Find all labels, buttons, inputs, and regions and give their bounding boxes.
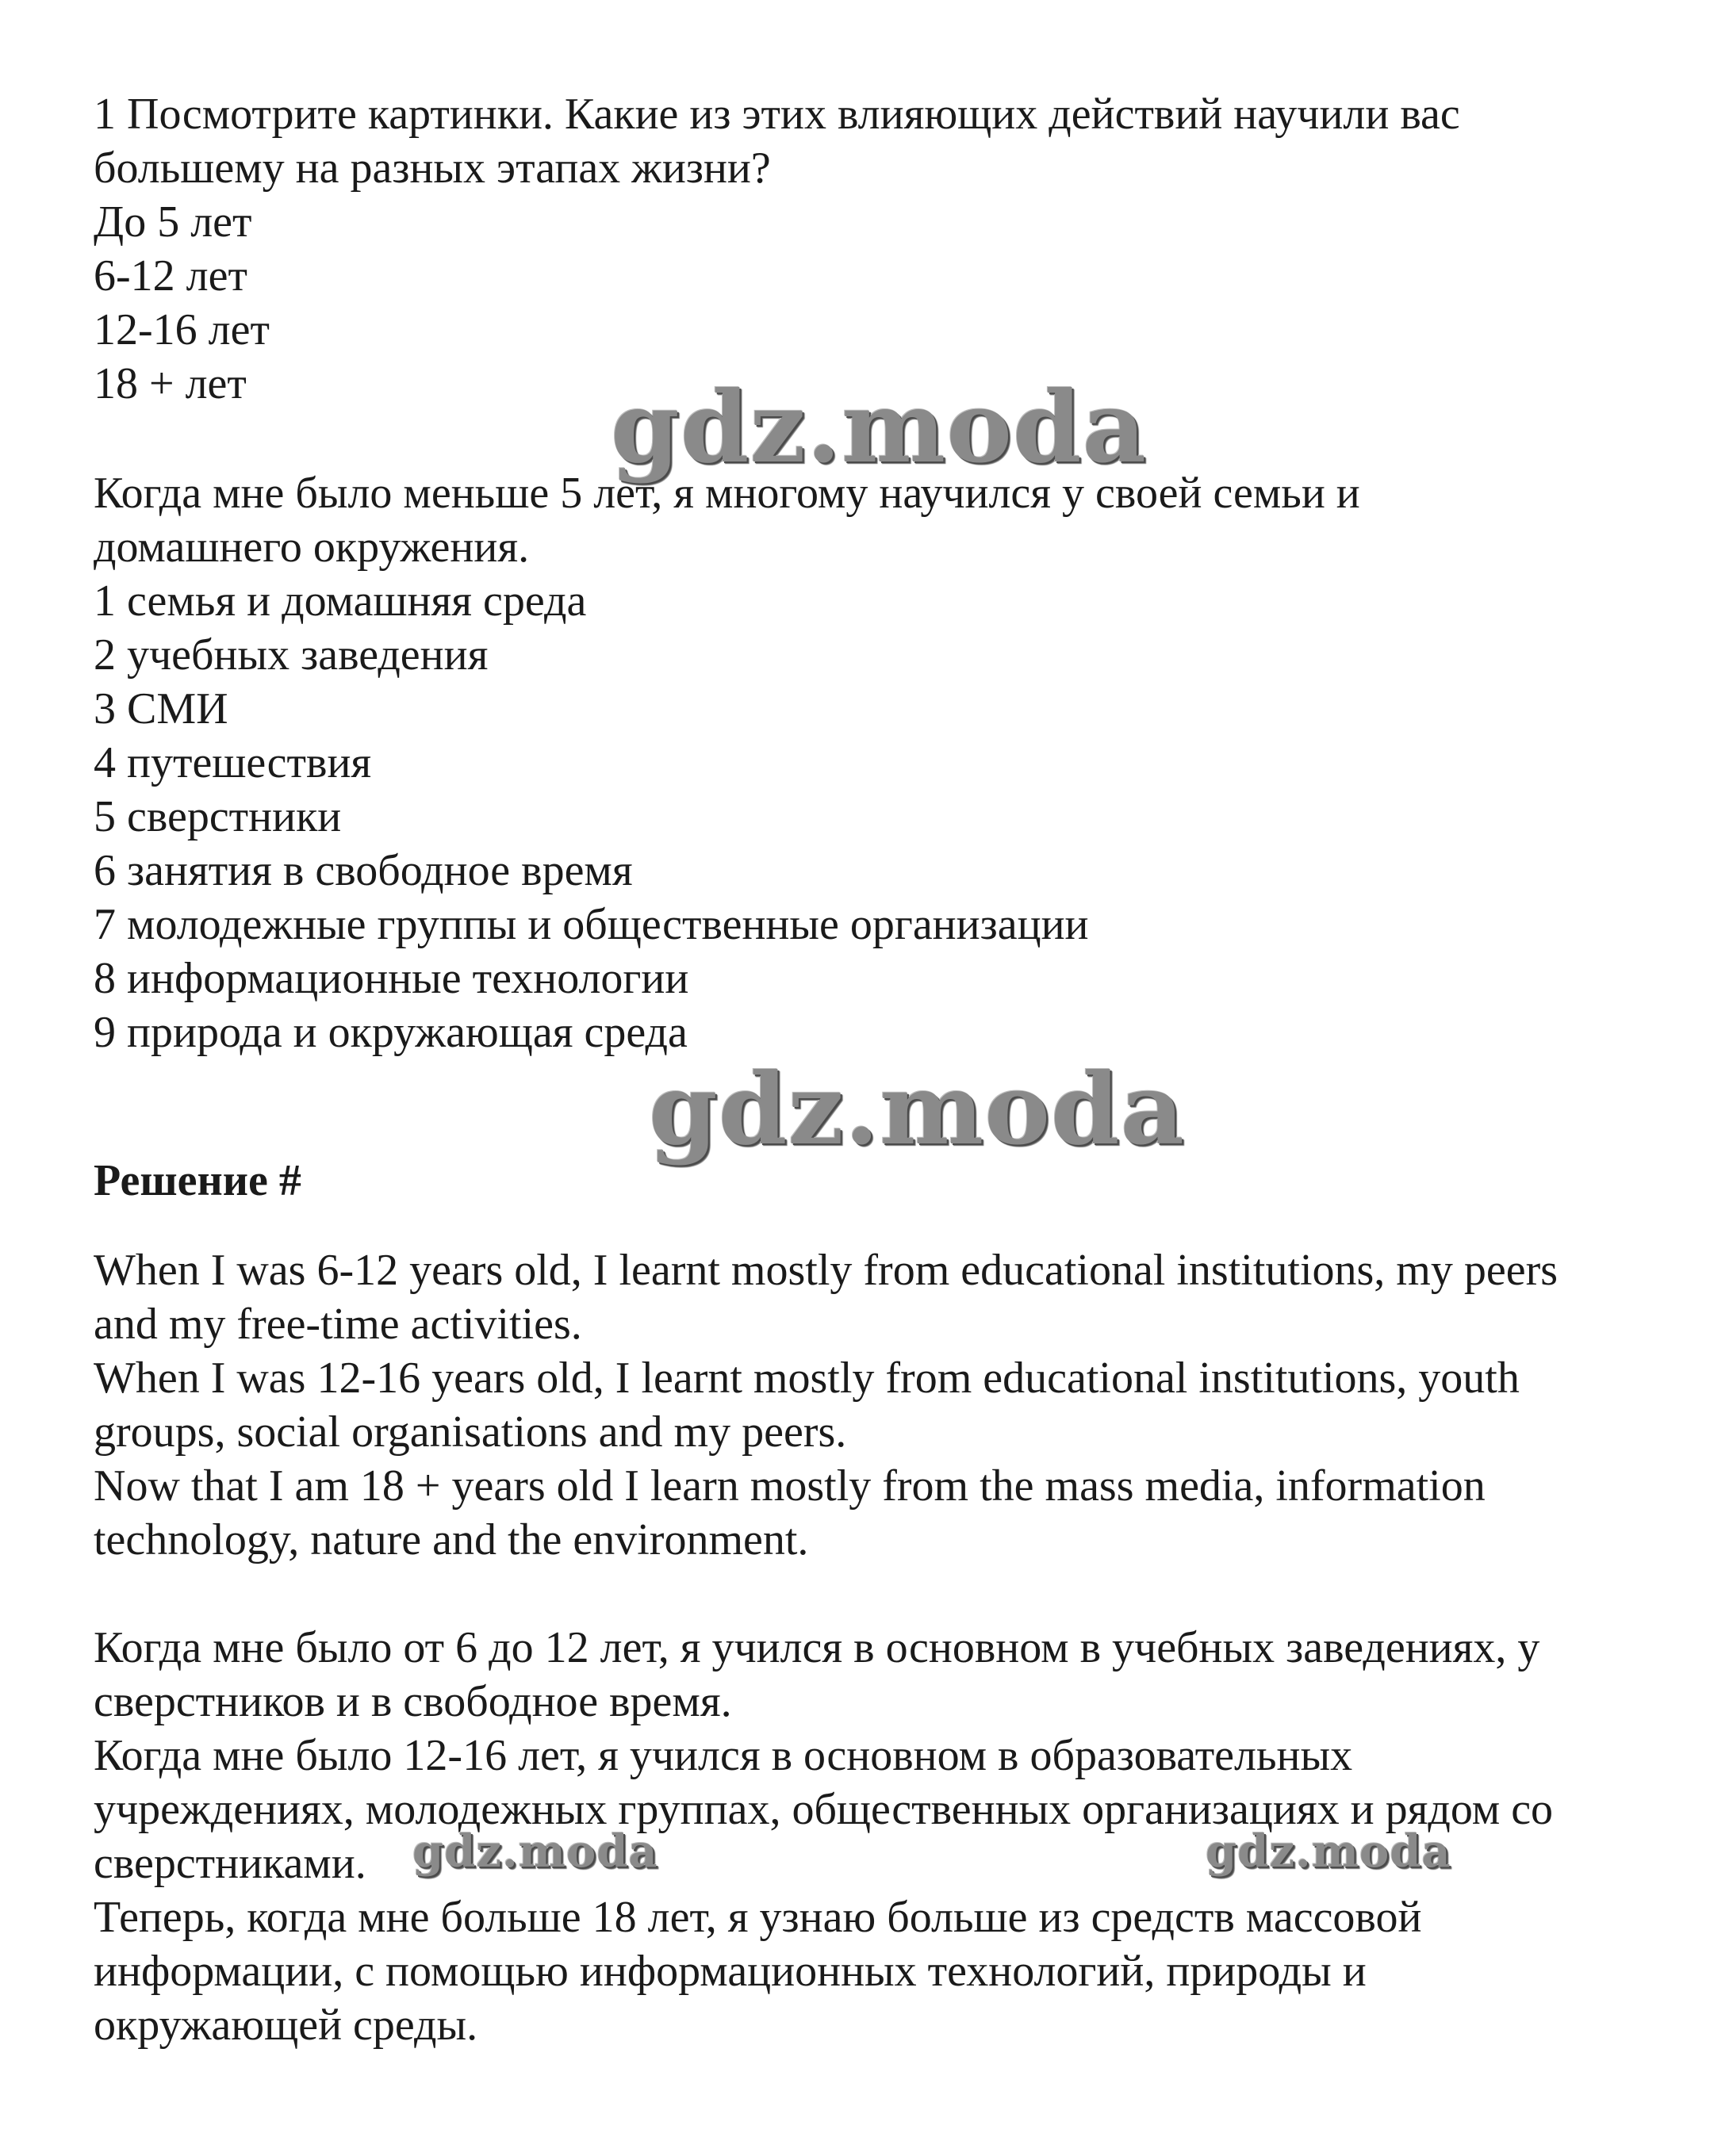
- question-line-1: 1 Посмотрите картинки. Какие из этих влияющих действий научили вас: [94, 90, 1460, 139]
- russian-answer-line: Когда мне было 12-16 лет, я учился в основном в образовательных: [94, 1731, 1353, 1780]
- influence-list-item: 1 семья и домашняя среда: [94, 576, 587, 626]
- english-answer-line: groups, social organisations and my peers.: [94, 1407, 847, 1457]
- watermark-logo: gdz.moda: [412, 1825, 658, 1878]
- age-range-item: 6-12 лет: [94, 251, 247, 301]
- russian-answer-line: Когда мне было от 6 до 12 лет, я учился в основном в учебных заведениях, у: [94, 1623, 1540, 1672]
- english-answer-line: and my free-time activities.: [94, 1300, 582, 1349]
- influence-list-item: 5 сверстники: [94, 792, 342, 841]
- influence-list-item: 7 молодежные группы и общественные организации: [94, 900, 1089, 949]
- watermark-logo: gdz.moda: [649, 1052, 1185, 1167]
- english-answer-line: When I was 12-16 years old, I learnt mostly from educational institutions, youth: [94, 1354, 1520, 1403]
- russian-answer-line: Теперь, когда мне больше 18 лет, я узнаю больше из средств массовой: [94, 1893, 1422, 1942]
- russian-answer-line: окружающей среды.: [94, 2001, 478, 2050]
- solution-heading: Решение #: [94, 1156, 301, 1205]
- english-answer-line: When I was 6-12 years old, I learnt mostly from educational institutions, my peers: [94, 1246, 1559, 1295]
- watermark-logo: gdz.moda: [611, 370, 1147, 485]
- age-range-item: 12-16 лет: [94, 305, 270, 354]
- russian-answer-line: сверстников и в свободное время.: [94, 1677, 732, 1726]
- age-range-item: 18 + лет: [94, 359, 247, 408]
- influence-list-item: 6 занятия в свободное время: [94, 846, 633, 895]
- watermark-logo: gdz.moda: [1206, 1825, 1451, 1878]
- russian-answer-line: информации, с помощью информационных технологий, природы и: [94, 1947, 1367, 1996]
- influence-list-item: 4 путешествия: [94, 738, 372, 787]
- influence-list-item: 9 природа и окружающая среда: [94, 1008, 688, 1057]
- example-line-2: домашнего окружения.: [94, 523, 530, 572]
- english-answer-line: Now that I am 18 + years old I learn mostly from the mass media, information: [94, 1461, 1486, 1511]
- age-range-item: До 5 лет: [94, 197, 252, 247]
- example-line-1: Когда мне было меньше 5 лет, я многому научился у своей семьи и: [94, 469, 1360, 518]
- question-line-2: большему на разных этапах жизни?: [94, 144, 771, 193]
- influence-list-item: 2 учебных заведения: [94, 630, 489, 680]
- russian-answer-line: учреждениях, молодежных группах, общественных организациях и рядом со: [94, 1785, 1554, 1834]
- influence-list-item: 8 информационные технологии: [94, 954, 689, 1003]
- influence-list-item: 3 СМИ: [94, 684, 228, 733]
- russian-answer-line: сверстниками.: [94, 1839, 366, 1888]
- english-answer-line: technology, nature and the environment.: [94, 1515, 809, 1564]
